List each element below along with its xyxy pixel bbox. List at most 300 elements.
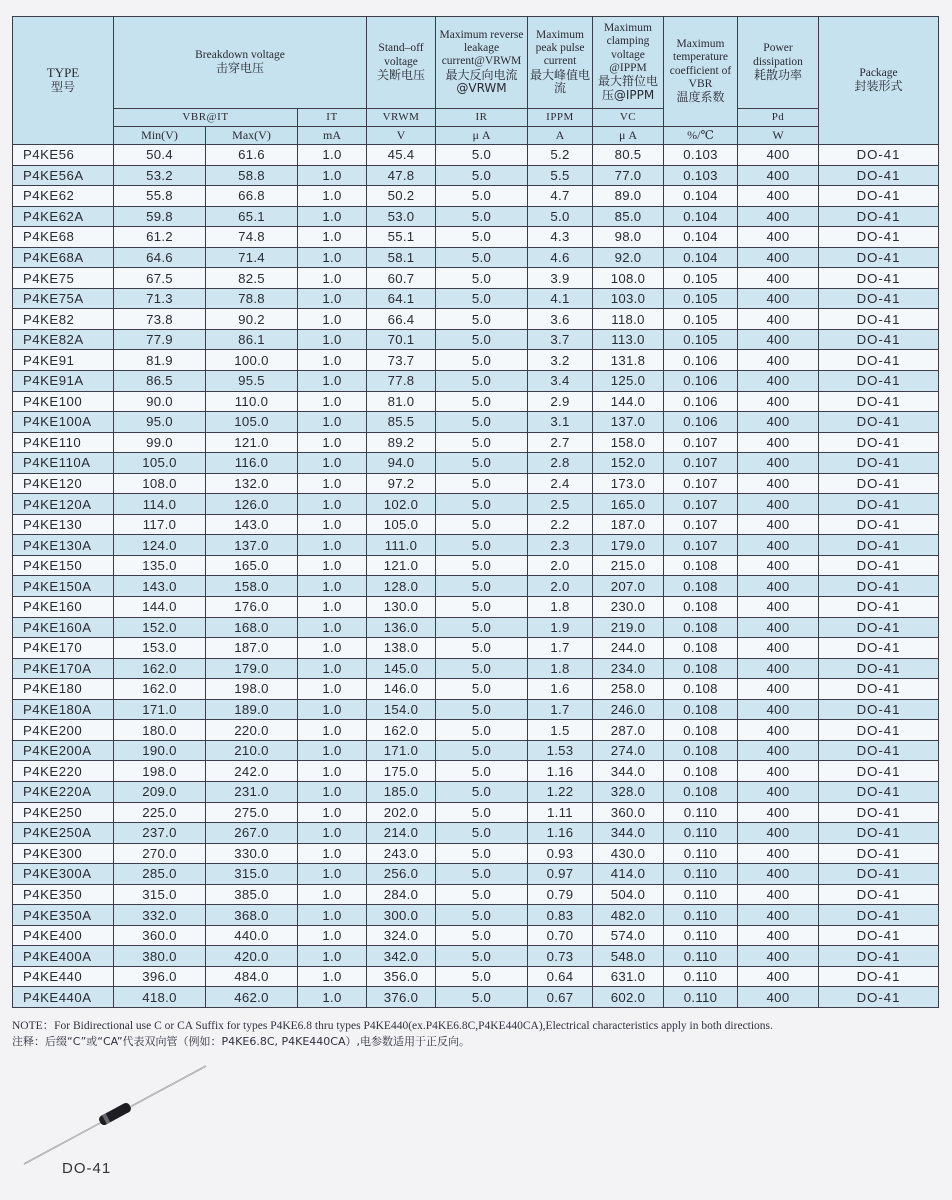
cell-vrwm: 102.0: [367, 494, 436, 515]
cell-type: P4KE82A: [13, 329, 114, 350]
cell-it: 1.0: [298, 206, 367, 227]
cell-temp-coef: 0.107: [664, 473, 738, 494]
cell-it: 1.0: [298, 288, 367, 309]
cell-vbr-max: 58.8: [206, 165, 298, 186]
cell-pd: 400: [738, 227, 819, 248]
cell-pd: 400: [738, 473, 819, 494]
cell-pd: 400: [738, 247, 819, 268]
cell-vbr-max: 484.0: [206, 966, 298, 987]
cell-pd: 400: [738, 350, 819, 371]
diode-body: [98, 1102, 133, 1127]
cell-temp-coef: 0.105: [664, 329, 738, 350]
cell-vrwm: 243.0: [367, 843, 436, 864]
cell-vbr-min: 95.0: [114, 412, 206, 433]
cell-ippm: 3.9: [528, 268, 593, 289]
cell-vbr-min: 180.0: [114, 720, 206, 741]
cell-ir: 5.0: [436, 925, 528, 946]
cell-vbr-min: 108.0: [114, 473, 206, 494]
cell-vrwm: 342.0: [367, 946, 436, 967]
cell-package: DO-41: [819, 165, 939, 186]
cell-vc: 207.0: [593, 576, 664, 597]
cell-ippm: 0.64: [528, 966, 593, 987]
cell-temp-coef: 0.108: [664, 761, 738, 782]
table-row: [13, 617, 939, 638]
footnote: [12, 1018, 942, 1050]
cell-temp-coef: 0.108: [664, 658, 738, 679]
cell-vrwm: 175.0: [367, 761, 436, 782]
cell-package: DO-41: [819, 247, 939, 268]
cell-ir: 5.0: [436, 884, 528, 905]
cell-temp-coef: 0.104: [664, 227, 738, 248]
cell-vbr-min: 143.0: [114, 576, 206, 597]
cell-type: P4KE110: [13, 432, 114, 453]
cell-type: P4KE220A: [13, 781, 114, 802]
table-row: [13, 843, 939, 864]
cell-type: P4KE150: [13, 555, 114, 576]
table-row: [13, 658, 939, 679]
col-peak: Maximum peak pulse current 最大峰值电流: [528, 17, 593, 109]
cell-vbr-max: 165.0: [206, 555, 298, 576]
cell-pd: 400: [738, 555, 819, 576]
cell-vbr-max: 210.0: [206, 740, 298, 761]
cell-pd: 400: [738, 966, 819, 987]
cell-vc: 430.0: [593, 843, 664, 864]
cell-pd: 400: [738, 309, 819, 330]
cell-it: 1.0: [298, 412, 367, 433]
unit-ma: mA: [298, 127, 367, 145]
cell-type: P4KE100A: [13, 412, 114, 433]
cell-ippm: 0.93: [528, 843, 593, 864]
col-clamp: Maximum clamping voltage @IPPM 最大箝位电压@IPPM: [593, 17, 664, 109]
table-row: [13, 823, 939, 844]
cell-pd: 400: [738, 864, 819, 885]
cell-vrwm: 162.0: [367, 720, 436, 741]
cell-package: DO-41: [819, 966, 939, 987]
cell-vrwm: 185.0: [367, 781, 436, 802]
cell-it: 1.0: [298, 658, 367, 679]
cell-it: 1.0: [298, 699, 367, 720]
cell-vrwm: 55.1: [367, 227, 436, 248]
cell-vbr-min: 153.0: [114, 638, 206, 659]
cell-pd: 400: [738, 453, 819, 474]
cell-ippm: 1.53: [528, 740, 593, 761]
cell-ippm: 4.6: [528, 247, 593, 268]
cell-ir: 5.0: [436, 145, 528, 166]
cell-vc: 574.0: [593, 925, 664, 946]
cell-ir: 5.0: [436, 514, 528, 535]
col-standoff: Stand–off voltage 关断电压: [367, 17, 436, 109]
cell-vbr-min: 171.0: [114, 699, 206, 720]
cell-vbr-min: 50.4: [114, 145, 206, 166]
cell-vbr-min: 332.0: [114, 905, 206, 926]
cell-pd: 400: [738, 761, 819, 782]
table-row: [13, 699, 939, 720]
cell-vbr-min: 225.0: [114, 802, 206, 823]
cell-it: 1.0: [298, 535, 367, 556]
cell-package: DO-41: [819, 576, 939, 597]
cell-type: P4KE160A: [13, 617, 114, 638]
table-row: [13, 555, 939, 576]
cell-vbr-max: 121.0: [206, 432, 298, 453]
cell-ippm: 0.70: [528, 925, 593, 946]
cell-ir: 5.0: [436, 391, 528, 412]
cell-package: DO-41: [819, 905, 939, 926]
cell-vbr-min: 59.8: [114, 206, 206, 227]
cell-vc: 482.0: [593, 905, 664, 926]
cell-vrwm: 136.0: [367, 617, 436, 638]
cell-temp-coef: 0.106: [664, 412, 738, 433]
cell-vrwm: 145.0: [367, 658, 436, 679]
cell-temp-coef: 0.110: [664, 946, 738, 967]
table-row: [13, 740, 939, 761]
cell-pd: 400: [738, 843, 819, 864]
cell-vc: 287.0: [593, 720, 664, 741]
cell-vbr-max: 220.0: [206, 720, 298, 741]
cell-vc: 504.0: [593, 884, 664, 905]
cell-type: P4KE400A: [13, 946, 114, 967]
cell-ippm: 1.7: [528, 638, 593, 659]
cell-type: P4KE350A: [13, 905, 114, 926]
cell-it: 1.0: [298, 514, 367, 535]
cell-ippm: 5.2: [528, 145, 593, 166]
cell-temp-coef: 0.110: [664, 925, 738, 946]
cell-vrwm: 66.4: [367, 309, 436, 330]
cell-vbr-min: 396.0: [114, 966, 206, 987]
cell-vrwm: 356.0: [367, 966, 436, 987]
cell-it: 1.0: [298, 391, 367, 412]
cell-ippm: 4.3: [528, 227, 593, 248]
cell-package: DO-41: [819, 884, 939, 905]
cell-vc: 246.0: [593, 699, 664, 720]
cell-ir: 5.0: [436, 638, 528, 659]
cell-vc: 137.0: [593, 412, 664, 433]
cell-ir: 5.0: [436, 597, 528, 618]
cell-package: DO-41: [819, 823, 939, 844]
cell-pd: 400: [738, 576, 819, 597]
cell-temp-coef: 0.110: [664, 905, 738, 926]
cell-ir: 5.0: [436, 309, 528, 330]
table-row: [13, 905, 939, 926]
cell-it: 1.0: [298, 145, 367, 166]
cell-vc: 89.0: [593, 186, 664, 207]
cell-package: DO-41: [819, 309, 939, 330]
cell-package: DO-41: [819, 412, 939, 433]
cell-temp-coef: 0.105: [664, 268, 738, 289]
cell-package: DO-41: [819, 473, 939, 494]
cell-type: P4KE300: [13, 843, 114, 864]
cell-ippm: 0.83: [528, 905, 593, 926]
cell-type: P4KE200A: [13, 740, 114, 761]
cell-type: P4KE56: [13, 145, 114, 166]
cell-it: 1.0: [298, 165, 367, 186]
cell-vc: 80.5: [593, 145, 664, 166]
cell-vbr-max: 137.0: [206, 535, 298, 556]
cell-ippm: 2.9: [528, 391, 593, 412]
diode-label: DO-41: [62, 1160, 112, 1177]
cell-vbr-min: 114.0: [114, 494, 206, 515]
cell-vbr-min: 61.2: [114, 227, 206, 248]
cell-ir: 5.0: [436, 494, 528, 515]
cell-vc: 77.0: [593, 165, 664, 186]
cell-vrwm: 284.0: [367, 884, 436, 905]
cell-vbr-min: 360.0: [114, 925, 206, 946]
cell-pd: 400: [738, 494, 819, 515]
cell-vrwm: 85.5: [367, 412, 436, 433]
cell-vc: 328.0: [593, 781, 664, 802]
sym-vc: VC: [593, 109, 664, 127]
cell-ippm: 0.79: [528, 884, 593, 905]
cell-ir: 5.0: [436, 227, 528, 248]
table-row: [13, 247, 939, 268]
cell-it: 1.0: [298, 268, 367, 289]
cell-ir: 5.0: [436, 843, 528, 864]
cell-pd: 400: [738, 740, 819, 761]
cell-temp-coef: 0.110: [664, 987, 738, 1008]
cell-vrwm: 89.2: [367, 432, 436, 453]
cell-type: P4KE75A: [13, 288, 114, 309]
cell-temp-coef: 0.107: [664, 514, 738, 535]
table-row: [13, 391, 939, 412]
cell-package: DO-41: [819, 145, 939, 166]
cell-temp-coef: 0.110: [664, 823, 738, 844]
cell-temp-coef: 0.108: [664, 679, 738, 700]
cell-pd: 400: [738, 679, 819, 700]
cell-ir: 5.0: [436, 412, 528, 433]
cell-package: DO-41: [819, 432, 939, 453]
cell-vbr-max: 116.0: [206, 453, 298, 474]
unit-ua-clamp: μ A: [593, 127, 664, 145]
cell-vrwm: 45.4: [367, 145, 436, 166]
cell-package: DO-41: [819, 555, 939, 576]
cell-vbr-max: 231.0: [206, 781, 298, 802]
cell-it: 1.0: [298, 453, 367, 474]
cell-ippm: 1.7: [528, 699, 593, 720]
cell-ippm: 2.5: [528, 494, 593, 515]
cell-it: 1.0: [298, 966, 367, 987]
cell-it: 1.0: [298, 679, 367, 700]
cell-vbr-min: 162.0: [114, 679, 206, 700]
table-row: [13, 720, 939, 741]
cell-it: 1.0: [298, 638, 367, 659]
table-row: [13, 473, 939, 494]
cell-pd: 400: [738, 288, 819, 309]
cell-ir: 5.0: [436, 288, 528, 309]
cell-it: 1.0: [298, 350, 367, 371]
cell-vbr-min: 67.5: [114, 268, 206, 289]
cell-pd: 400: [738, 268, 819, 289]
cell-vbr-max: 61.6: [206, 145, 298, 166]
cell-pd: 400: [738, 391, 819, 412]
cell-ippm: 0.73: [528, 946, 593, 967]
cell-vc: 98.0: [593, 227, 664, 248]
cell-vbr-min: 135.0: [114, 555, 206, 576]
cell-type: P4KE91: [13, 350, 114, 371]
table-row: [13, 679, 939, 700]
cell-ippm: 1.5: [528, 720, 593, 741]
table-row: [13, 227, 939, 248]
table-row: [13, 514, 939, 535]
cell-vbr-min: 105.0: [114, 453, 206, 474]
cell-package: DO-41: [819, 268, 939, 289]
table-row: [13, 453, 939, 474]
cell-pd: 400: [738, 432, 819, 453]
cell-vbr-max: 267.0: [206, 823, 298, 844]
cell-ir: 5.0: [436, 371, 528, 392]
cell-vbr-max: 179.0: [206, 658, 298, 679]
cell-vc: 179.0: [593, 535, 664, 556]
table-row: [13, 802, 939, 823]
cell-ir: 5.0: [436, 555, 528, 576]
cell-temp-coef: 0.107: [664, 494, 738, 515]
cell-type: P4KE160: [13, 597, 114, 618]
cell-ir: 5.0: [436, 268, 528, 289]
cell-vbr-min: 237.0: [114, 823, 206, 844]
cell-ir: 5.0: [436, 473, 528, 494]
cell-ir: 5.0: [436, 781, 528, 802]
cell-package: DO-41: [819, 761, 939, 782]
cell-ir: 5.0: [436, 905, 528, 926]
cell-it: 1.0: [298, 597, 367, 618]
cell-temp-coef: 0.108: [664, 781, 738, 802]
cell-package: DO-41: [819, 987, 939, 1008]
cell-pd: 400: [738, 617, 819, 638]
table-body: [13, 145, 939, 1008]
cell-package: DO-41: [819, 329, 939, 350]
cell-pd: 400: [738, 884, 819, 905]
cell-vbr-max: 143.0: [206, 514, 298, 535]
cell-vc: 158.0: [593, 432, 664, 453]
cell-vc: 631.0: [593, 966, 664, 987]
cell-ir: 5.0: [436, 576, 528, 597]
cell-it: 1.0: [298, 617, 367, 638]
cell-ir: 5.0: [436, 535, 528, 556]
table-row: [13, 432, 939, 453]
spec-sheet: [12, 16, 938, 1008]
cell-ippm: 1.22: [528, 781, 593, 802]
cell-vc: 244.0: [593, 638, 664, 659]
cell-vrwm: 77.8: [367, 371, 436, 392]
cell-temp-coef: 0.104: [664, 247, 738, 268]
cell-type: P4KE250: [13, 802, 114, 823]
cell-vbr-min: 124.0: [114, 535, 206, 556]
unit-min: Min(V): [114, 127, 206, 145]
cell-vbr-max: 315.0: [206, 864, 298, 885]
table-row: [13, 638, 939, 659]
cell-package: DO-41: [819, 186, 939, 207]
cell-temp-coef: 0.108: [664, 576, 738, 597]
cell-ippm: 3.4: [528, 371, 593, 392]
cell-vbr-max: 126.0: [206, 494, 298, 515]
table-row: [13, 165, 939, 186]
table-row: [13, 864, 939, 885]
cell-vc: 548.0: [593, 946, 664, 967]
cell-package: DO-41: [819, 535, 939, 556]
table-row: [13, 412, 939, 433]
cell-vbr-min: 117.0: [114, 514, 206, 535]
cell-vrwm: 94.0: [367, 453, 436, 474]
cell-vc: 414.0: [593, 864, 664, 885]
cell-vc: 219.0: [593, 617, 664, 638]
cell-vbr-max: 100.0: [206, 350, 298, 371]
cell-pd: 400: [738, 905, 819, 926]
cell-vbr-min: 152.0: [114, 617, 206, 638]
cell-ippm: 2.0: [528, 555, 593, 576]
cell-it: 1.0: [298, 186, 367, 207]
table-row: [13, 268, 939, 289]
cell-ippm: 4.1: [528, 288, 593, 309]
cell-temp-coef: 0.108: [664, 617, 738, 638]
cell-vrwm: 47.8: [367, 165, 436, 186]
cell-it: 1.0: [298, 494, 367, 515]
cell-it: 1.0: [298, 823, 367, 844]
table-row: [13, 987, 939, 1008]
cell-pd: 400: [738, 699, 819, 720]
cell-type: P4KE100: [13, 391, 114, 412]
cell-vrwm: 81.0: [367, 391, 436, 412]
cell-vc: 92.0: [593, 247, 664, 268]
cell-vrwm: 171.0: [367, 740, 436, 761]
cell-type: P4KE170: [13, 638, 114, 659]
cell-package: DO-41: [819, 453, 939, 474]
cell-type: P4KE220: [13, 761, 114, 782]
cell-vc: 144.0: [593, 391, 664, 412]
cell-ippm: 0.97: [528, 864, 593, 885]
cell-vc: 344.0: [593, 761, 664, 782]
cell-temp-coef: 0.107: [664, 453, 738, 474]
cell-vc: 274.0: [593, 740, 664, 761]
cell-type: P4KE180: [13, 679, 114, 700]
cell-ir: 5.0: [436, 247, 528, 268]
cell-temp-coef: 0.106: [664, 371, 738, 392]
cell-ir: 5.0: [436, 679, 528, 700]
cell-ippm: 2.2: [528, 514, 593, 535]
cell-temp-coef: 0.108: [664, 720, 738, 741]
cell-pd: 400: [738, 823, 819, 844]
cell-ippm: 5.0: [528, 206, 593, 227]
cell-temp-coef: 0.107: [664, 535, 738, 556]
note-chinese: 注释：后缀“C”或“CA”代表双向管（例如：P4KE6.8C, P4KE440CA）,电参数适用于正反向。: [12, 1035, 470, 1048]
cell-ippm: 1.11: [528, 802, 593, 823]
cell-ir: 5.0: [436, 186, 528, 207]
cell-vbr-max: 440.0: [206, 925, 298, 946]
unit-pct: %/℃: [664, 127, 738, 145]
cell-vbr-max: 275.0: [206, 802, 298, 823]
cell-ippm: 1.9: [528, 617, 593, 638]
cell-vbr-min: 77.9: [114, 329, 206, 350]
cell-type: P4KE150A: [13, 576, 114, 597]
cell-it: 1.0: [298, 802, 367, 823]
cell-vrwm: 154.0: [367, 699, 436, 720]
cell-ir: 5.0: [436, 761, 528, 782]
cell-vbr-max: 90.2: [206, 309, 298, 330]
cell-type: P4KE440A: [13, 987, 114, 1008]
table-row: [13, 781, 939, 802]
cell-vrwm: 202.0: [367, 802, 436, 823]
cell-vbr-max: 189.0: [206, 699, 298, 720]
cell-ippm: 1.6: [528, 679, 593, 700]
cell-ippm: 1.16: [528, 823, 593, 844]
cell-type: P4KE62: [13, 186, 114, 207]
table-row: [13, 329, 939, 350]
cell-vbr-max: 168.0: [206, 617, 298, 638]
cell-ippm: 5.5: [528, 165, 593, 186]
cell-pd: 400: [738, 186, 819, 207]
cell-it: 1.0: [298, 720, 367, 741]
cell-type: P4KE170A: [13, 658, 114, 679]
cell-vbr-min: 71.3: [114, 288, 206, 309]
cell-vbr-max: 110.0: [206, 391, 298, 412]
cell-ir: 5.0: [436, 658, 528, 679]
